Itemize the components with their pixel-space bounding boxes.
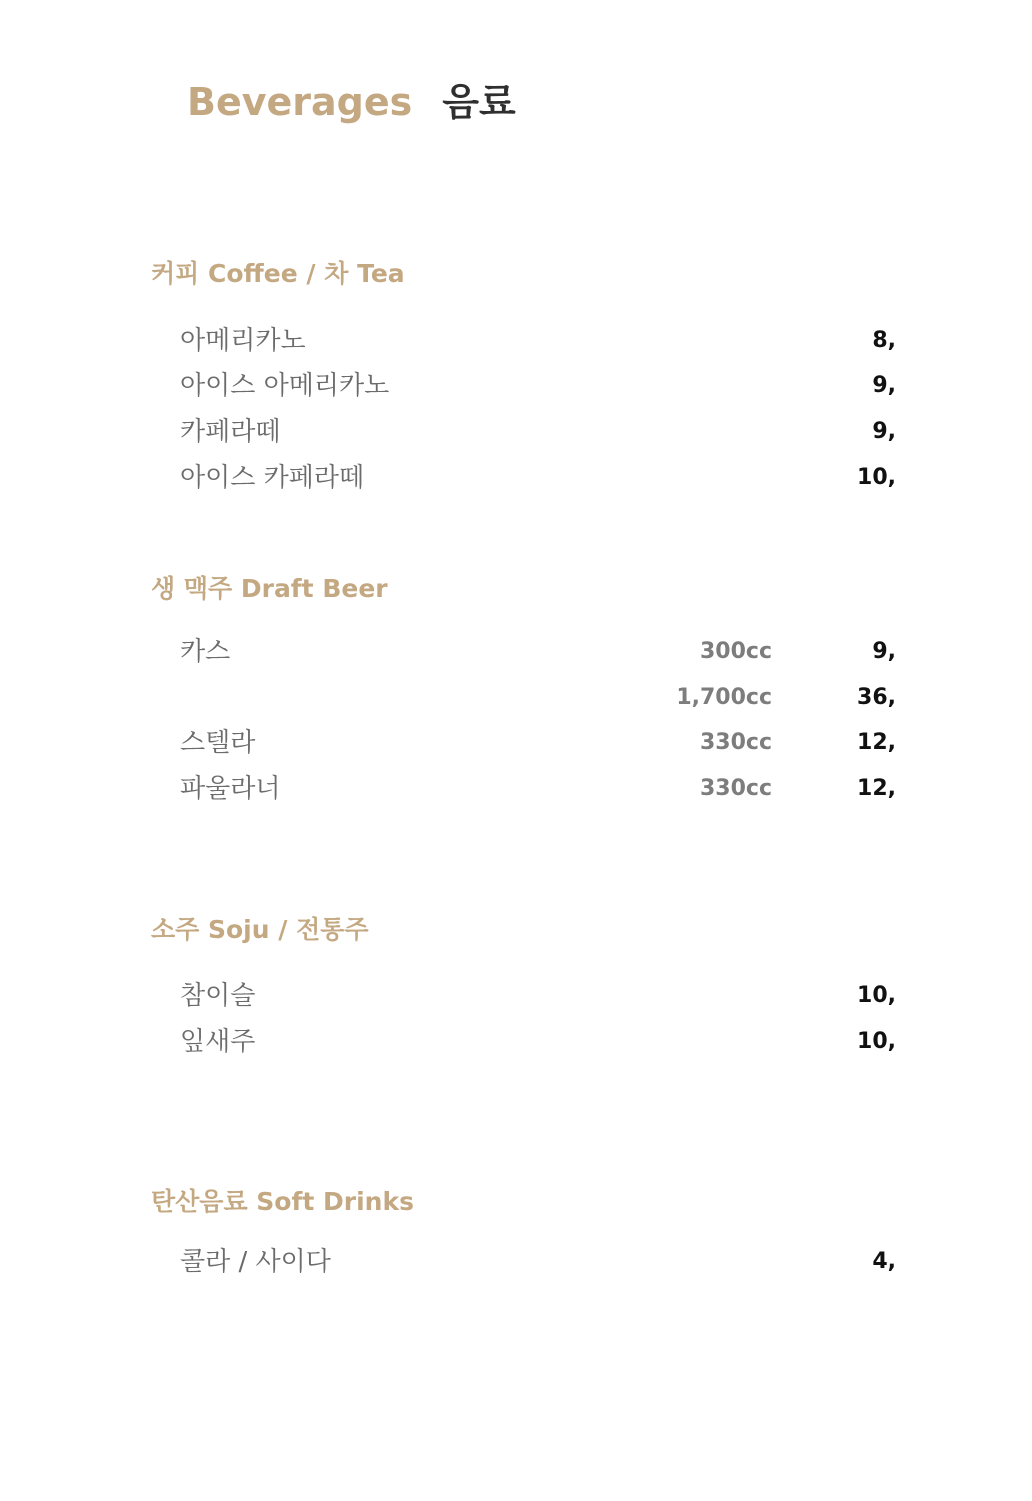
item-price: 36, <box>857 685 896 710</box>
menu-item <box>0 1026 1032 1058</box>
menu-item <box>0 773 1032 805</box>
menu-item <box>0 325 1032 357</box>
item-price: 10, <box>857 465 896 490</box>
item-price: 9, <box>872 419 896 444</box>
section-heading-coffee-tea: 커피 Coffee / 차 Tea <box>151 259 405 288</box>
menu-item <box>0 1246 1032 1278</box>
item-price: 12, <box>857 730 896 755</box>
item-name: 파울라너 <box>180 774 281 804</box>
page-title <box>187 76 516 128</box>
title-korean: 음료 <box>442 80 516 124</box>
item-name: 아이스 아메리카노 <box>180 371 390 401</box>
item-price: 9, <box>872 373 896 398</box>
item-volume: 300cc <box>699 639 772 664</box>
title-english: Beverages <box>187 80 413 124</box>
section-heading-soft-drinks: 탄산음료 Soft Drinks <box>151 1187 414 1216</box>
item-price: 9, <box>872 639 896 664</box>
menu-item <box>0 636 1032 668</box>
item-price: 10, <box>857 1029 896 1054</box>
item-name: 카페라떼 <box>180 417 281 447</box>
menu-item <box>0 370 1032 402</box>
item-price: 10, <box>857 983 896 1008</box>
menu-item <box>0 682 1032 714</box>
item-name: 참이슬 <box>180 981 256 1011</box>
item-name: 콜라 / 사이다 <box>180 1247 331 1277</box>
item-volume: 330cc <box>699 730 772 755</box>
item-price: 4, <box>872 1249 896 1274</box>
item-name: 스텔라 <box>180 728 256 758</box>
menu-item <box>0 416 1032 448</box>
item-name: 아이스 카페라떼 <box>180 463 365 493</box>
menu-item <box>0 980 1032 1012</box>
item-volume: 330cc <box>699 776 772 801</box>
item-name: 잎새주 <box>180 1027 256 1057</box>
item-name: 카스 <box>180 637 231 667</box>
item-price: 12, <box>857 776 896 801</box>
section-heading-draft-beer: 생 맥주 Draft Beer <box>151 574 388 603</box>
menu-item <box>0 727 1032 759</box>
section-heading-soju: 소주 Soju / 전통주 <box>151 915 369 944</box>
item-name: 아메리카노 <box>180 326 306 356</box>
menu-item <box>0 462 1032 494</box>
item-price: 8, <box>872 328 896 353</box>
item-volume: 1,700cc <box>676 685 772 710</box>
